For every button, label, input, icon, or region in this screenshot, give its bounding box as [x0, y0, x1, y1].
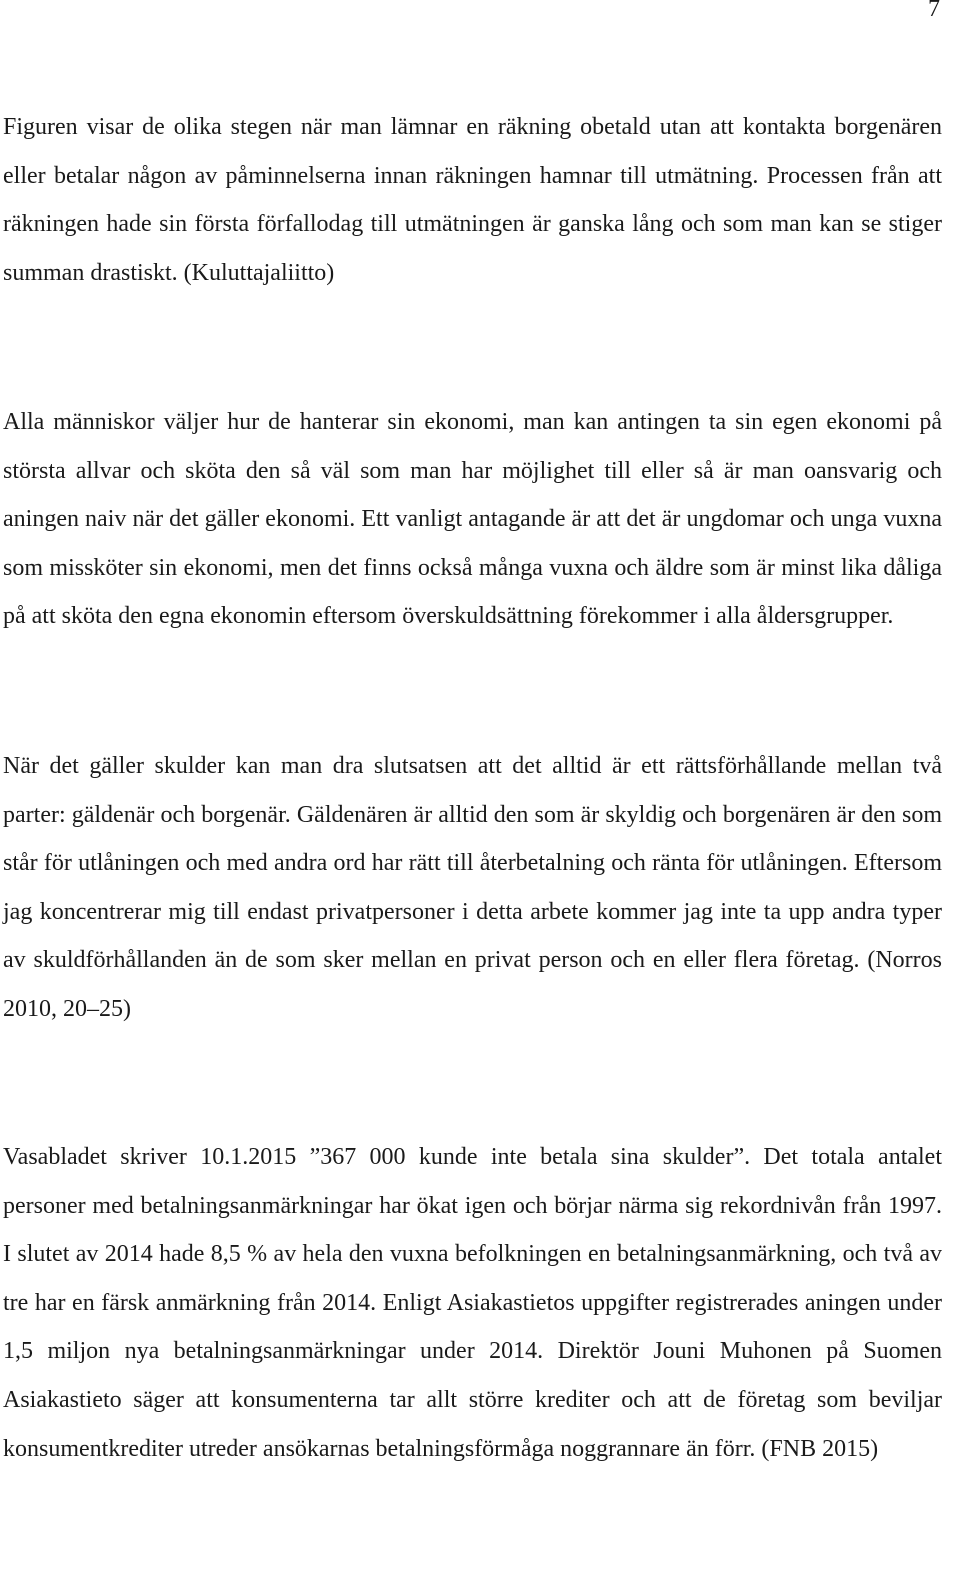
paragraph-debt-collection-process	[3, 103, 942, 297]
paragraph-personal-finance	[3, 398, 942, 641]
paragraph-payment-remarks	[3, 1133, 942, 1473]
paragraph-text: Alla människor väljer hur de hanterar sin ekonomi, man kan antingen ta sin egen ekonomi på största allvar och sköta den så väl som man har möjlighet till eller så är man oansvarig och aningen naiv när det gäller ekonomi. Ett vanligt antagande är att det är ungdomar och unga vuxna som missköter sin ekonomi, men det finns också många vuxna och äldre som är minst lika dåliga på att sköta den egna ekonomin eftersom överskuldsättning förekommer i alla åldersgrupper.	[3, 409, 942, 630]
paragraph-debtor-creditor	[3, 742, 942, 1034]
paragraph-text: När det gäller skulder kan man dra slutsatsen att det alltid är ett rättsförhållande mellan två parter: gäldenär och borgenär. Gäldenären är alltid den som är skyldig och borgenären är den som står för utlåningen och med andra ord har rätt till återbetalning och ränta för utlåningen. Eftersom jag koncentrerar mig till endast privatpersoner i detta arbete kommer jag inte ta upp andra typer av skuldförhållanden än de som sker mellan en privat person och en eller flera företag. (Norros 2010, 20–25)	[3, 753, 942, 1022]
paragraph-text: Vasabladet skriver 10.1.2015 ”367 000 kunde inte betala sina skulder”. Det totala antalet personer med betalningsanmärkningar har ökat igen och börjar närma sig rekordnivån från 1997. I slutet av 2014 hade 8,5 % av hela den vuxna befolkningen en betalningsanmärkning, och två av tre har en färsk anmärkning från 2014. Enligt Asiakastietos uppgifter registrerades aningen under 1,5 miljon nya betalningsanmärkningar under 2014. Direktör Jouni Muhonen på Suomen Asiakastieto säger att konsumenterna tar allt större krediter och att de företag som beviljar konsumentkrediter utreder ansökarnas betalningsförmåga noggrannare än förr. (FNB 2015)	[3, 1144, 942, 1462]
paragraph-text: Figuren visar de olika stegen när man lämnar en räkning obetald utan att kontakta borgenären eller betalar någon av påminnelserna innan räkningen hamnar till utmätning. Processen från att räkningen hade sin första förfallodag till utmätningen är ganska lång och som man kan se stiger summan drastiskt. (Kuluttajaliitto)	[3, 114, 942, 286]
page-number: 7	[928, 0, 940, 22]
